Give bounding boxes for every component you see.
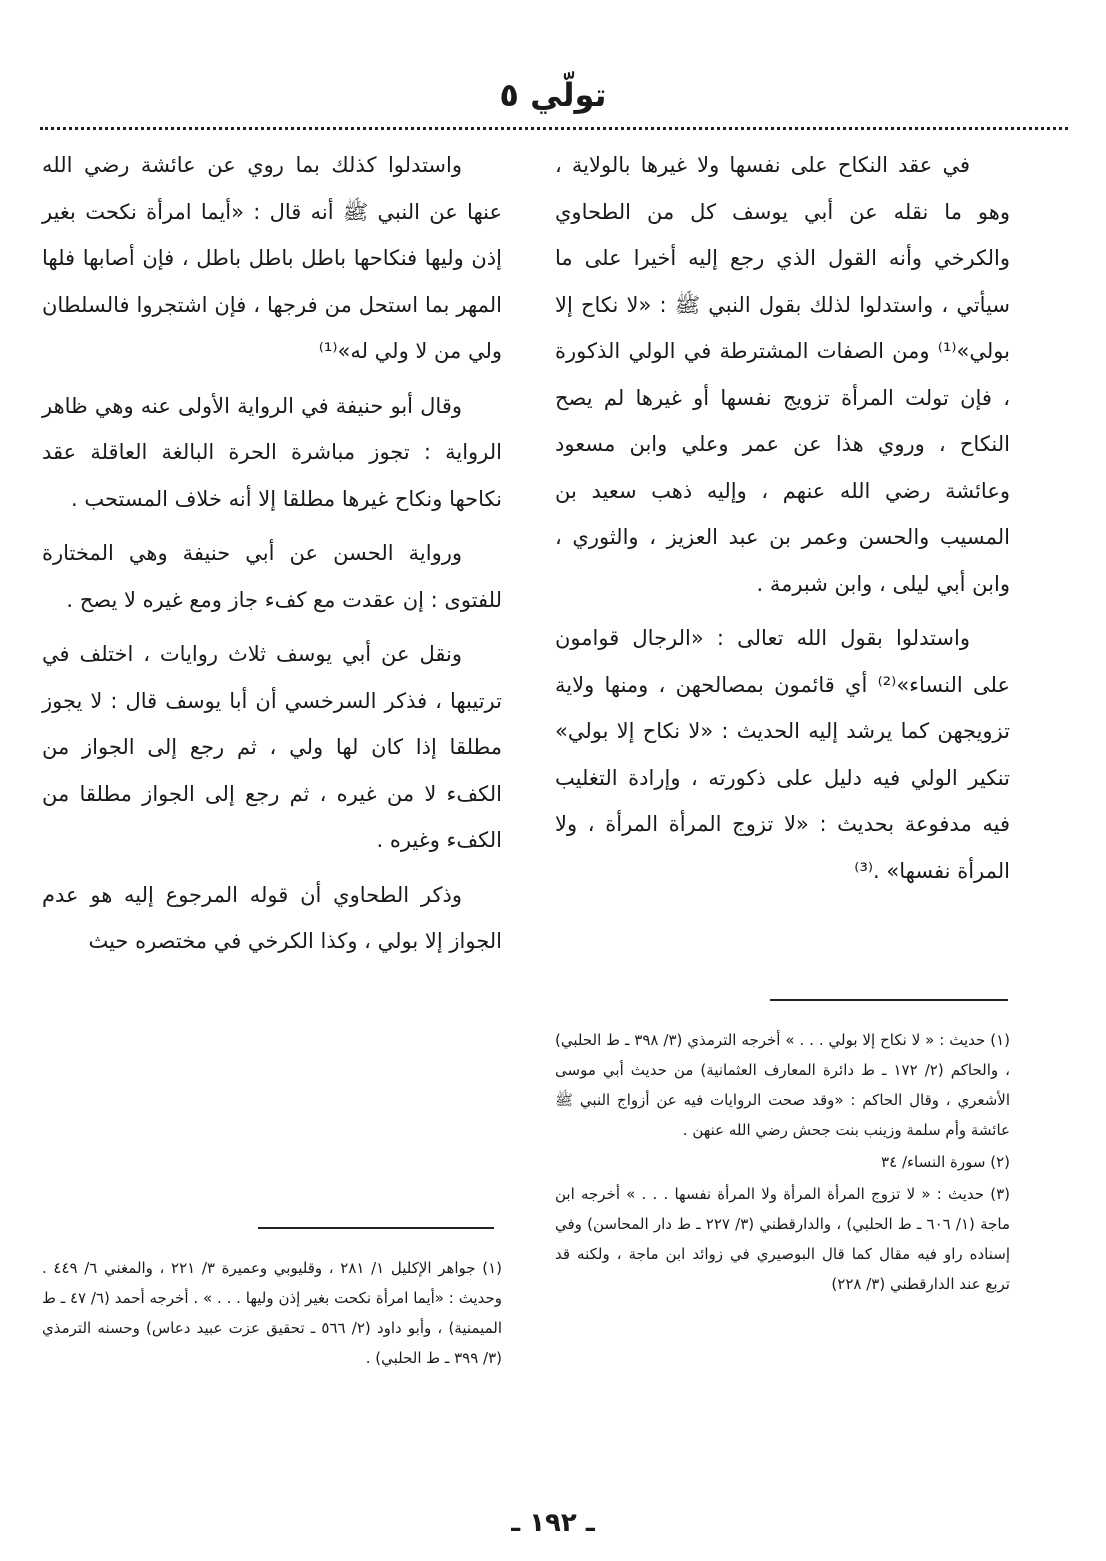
body-paragraph: وقال أبو حنيفة في الرواية الأولى عنه وهي ظاهر الرواية : تجوز مباشرة الحرة البالغة العاقلة عقد نكاحها ونكاح غيرها مطلقا إلا أنه خلاف المستحب . xyxy=(42,393,502,511)
body-paragraph: وذكر الطحاوي أن قوله المرجوع إليه هو عدم الجواز إلا بولي ، وكذا الكرخي في مختصره حيث xyxy=(42,882,502,953)
body-paragraph: في عقد النكاح على نفسها ولا غيرها بالولاية ، وهو ما نقله عن أبي يوسف كل من الطحاوي والكرخي وأنه القول الذي رجع إليه أخيرا على ما سيأتي ، واستدلوا لذلك بقول النبي ﷺ : «لا نكاح إلا بولي»⁽¹⁾ ومن الصفات المشترطة في الولي الذكورة ، فإن تولت المرأة تزويج نفسها أو غيرها لم يصح النكاح ، وروي هذا عن عمر وعلي وابن مسعود وعائشة رضي الله عنهم ، وإليه ذهب سعيد بن المسيب والحسن وعمر بن عبد العزيز ، والثوري ، وابن أبي ليلى ، وابن شبرمة . xyxy=(555,153,1010,596)
footnote-separator xyxy=(258,1227,494,1229)
footnote-separator xyxy=(770,999,1008,1001)
right-footnotes xyxy=(555,1025,1010,1301)
page-number: ـ ١٩٢ ـ xyxy=(511,1508,595,1538)
footnote: (٢) سورة النساء/ ٣٤ xyxy=(881,1153,1010,1171)
body-paragraph: واستدلوا كذلك بما روي عن عائشة رضي الله عنها عن النبي ﷺ أنه قال : «أيما امرأة نكحت بغير إذن وليها فنكاحها باطل باطل باطل ، فإن أصابها فلها المهر بما استحل من فرجها ، فإن اشتجروا فالسلطان ولي من لا ولي له»⁽¹⁾ xyxy=(42,153,502,363)
footnote: (١) حديث : « لا نكاح إلا بولي . . . » أخرجه الترمذي (٣/ ٣٩٨ ـ ط الحلبي) ، والحاكم (٢/ ١٧٢ ـ ط دائرة المعارف العثمانية) من حديث أبي موسى الأشعري ، وقال الحاكم : «وقد صحت الروايات فيه عن أزواج النبي ﷺ عائشة وأم سلمة وزينب بنت جحش رضي الله عنهن . xyxy=(555,1031,1011,1139)
left-footnotes xyxy=(42,1253,502,1375)
body-paragraph: ونقل عن أبي يوسف ثلاث روايات ، اختلف في ترتيبها ، فذكر السرخسي أن أبا يوسف قال : لا يجوز مطلقا إذا كان لها ولي ، ثم رجع إلى الجواز من الكفء لا من غيره ، ثم رجع إلى الجواز مطلقا من الكفء وغيره . xyxy=(42,642,502,852)
header-dotted-rule xyxy=(40,127,1068,130)
footnote: (٣) حديث : « لا تزوج المرأة المرأة ولا المرأة نفسها . . . » أخرجه ابن ماجة (١/ ٦٠٦ ـ ط الحلبي) ، والدارقطني (٣/ ٢٢٧ ـ ط دار المحاسن) وفي إسناده راو فيه مقال كما قال البوصيري في زوائد ابن ماجة ، ولكنه قد تربع عند الدارقطني (٣/ ٢٢٨) xyxy=(555,1185,1010,1293)
footnote: (١) جواهر الإكليل ١/ ٢٨١ ، وقليوبي وعميرة ٣/ ٢٢١ ، والمغني ٦/ ٤٤٩ . وحديث : «أيما امرأة نكحت بغير إذن وليها . . . » . أخرجه أحمد (٦/ ٤٧ ـ ط الميمنية) ، وأبو داود (٢/ ٥٦٦ ـ تحقيق عزت عبيد دعاس) وحسنه الترمذي (٣/ ٣٩٩ ـ ط الحلبي) . xyxy=(42,1259,502,1367)
left-column xyxy=(42,142,502,973)
body-paragraph: ورواية الحسن عن أبي حنيفة وهي المختارة للفتوى : إن عقدت مع كفء جاز ومع غيره لا يصح . xyxy=(42,541,502,612)
body-paragraph: واستدلوا بقول الله تعالى : «الرجال قوامون على النساء»⁽²⁾ أي قائمون بمصالحهن ، ومنها ولاية تزويجهن كما يرشد إليه الحديث : «لا نكاح إلا بولي» تنكير الولي فيه دليل على ذكورته ، وإرادة التغليب فيه مدفوعة بحديث : «لا تزوج المرأة المرأة ، ولا المرأة نفسها» .⁽³⁾ xyxy=(555,626,1010,883)
page-header-title: تولّي ٥ xyxy=(499,76,607,114)
right-column xyxy=(555,142,1010,902)
